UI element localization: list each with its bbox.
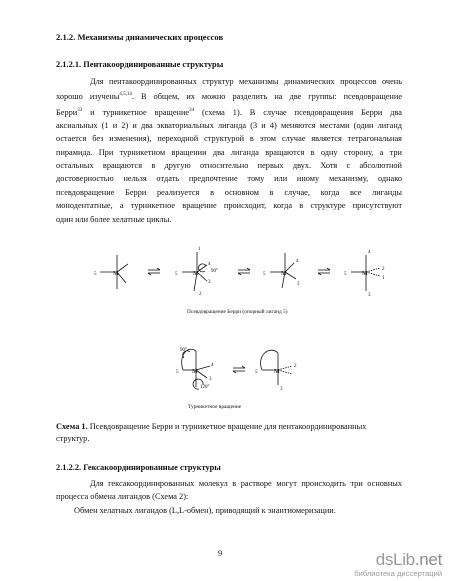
metal-label: M	[274, 368, 280, 375]
ligand-label: 1	[382, 276, 385, 281]
text-line: остается без изменения), переходной структурой в этом случае является тетрагональная	[56, 134, 402, 144]
ligand-label: 3	[209, 377, 212, 382]
ligand-label: 3	[368, 293, 371, 298]
text-line: процесса обмена лигандов (Схема 2):	[56, 492, 189, 502]
paragraph-hexacoordinated	[56, 477, 402, 504]
ligand-label: 5	[176, 370, 179, 375]
equilibrium-arrow	[318, 268, 330, 275]
text-line: Для гексакоординированных молекул в растворе могут происходить три основных	[90, 479, 402, 488]
watermark-logo	[354, 551, 442, 578]
text-line: один или более хелатные циклы.	[56, 214, 172, 224]
scheme-caption-text: структур.	[56, 434, 90, 443]
ligand-label: 3	[208, 280, 211, 285]
text-line: остальных вращаются в другую относительно первых двух. Хотя с абсолютной	[56, 160, 402, 170]
berry-caption: Псевдовращение Берри (опорный лиганд 5)	[187, 309, 288, 315]
text-line: аксиальных (1 и 2) и два экваториальных лиганда (3 и 4) меняются местами (один лиганд	[56, 120, 402, 130]
structure-bipyramid-2	[175, 247, 218, 297]
structure-turnstile-2	[255, 350, 297, 392]
text-line	[56, 88, 402, 103]
ligand-label: 4	[368, 250, 371, 255]
ligand-label: 2	[382, 267, 385, 272]
structure-bipyramid-1	[94, 255, 128, 289]
equilibrium-arrow	[233, 366, 245, 373]
scheme-label: Схема 1.	[56, 422, 88, 431]
scheme-caption	[56, 421, 402, 445]
ligand-label: 4	[296, 259, 299, 264]
metal-label: M	[192, 368, 198, 375]
scheme-figure	[0, 225, 450, 425]
text-line: пирамида. При турникетном вращении два лиганда вращаются в одну сторону, а три	[56, 147, 402, 157]
watermark-brand	[354, 551, 442, 569]
angle-label: 90°	[211, 269, 218, 274]
metal-label: M	[281, 270, 287, 277]
ligand-label: 5	[94, 272, 97, 277]
metal-label: M	[113, 270, 119, 277]
subsection-heading-pentacoordinated: 2.1.2.1. Пентакоординированные структуры	[56, 60, 224, 69]
citation-superscript: 4,5,14	[119, 92, 132, 98]
structure-bipyramid-4	[344, 250, 385, 298]
watermark-tagline: библиотека диссертаций	[354, 569, 442, 578]
text-fragment: и турникетное вращение	[82, 107, 190, 117]
page-number: 9	[218, 549, 223, 558]
text-fragment: . В общем, их можно разделить на две группы: псевдовращение	[131, 92, 402, 102]
paragraph-pentacoordinated	[56, 75, 402, 226]
angle-label: 90°	[180, 348, 187, 353]
paragraph-ligand-exchange: Обмен хелатных лигандов (L,L-обмен), приводящий к энантиомеризации.	[74, 506, 336, 515]
text-line	[56, 104, 402, 119]
metal-label: M	[193, 270, 199, 277]
ligand-label: 2	[294, 364, 297, 369]
watermark-brand-domain: .net	[414, 550, 442, 569]
angle-label: 120°	[200, 385, 210, 390]
structure-turnstile-1	[176, 348, 214, 390]
ligand-label: 5	[263, 272, 266, 277]
text-fragment: Берри	[56, 107, 78, 117]
ligand-label: 5	[344, 272, 347, 277]
ligand-label: 3	[280, 387, 283, 392]
text-fragment: хорошо изучены	[56, 92, 120, 102]
ligand-label: 4	[208, 262, 211, 267]
ligand-label: 2	[199, 292, 202, 297]
ligand-label: 5	[255, 370, 258, 375]
metal-label: M	[362, 270, 368, 277]
ligand-label: 5	[175, 272, 178, 277]
equilibrium-arrow	[238, 268, 250, 275]
section-heading: 2.1.2. Механизмы динамических процессов	[56, 32, 224, 42]
scheme-caption-text: Псевдовращение Берри и турникетное вращение для пентакоординированных	[87, 422, 367, 431]
ligand-label: 4	[211, 363, 214, 368]
ligand-label: 1	[198, 247, 201, 252]
text-line: достоверностью нельзя отдать предпочтение тому или иному механизму, однако	[56, 174, 402, 184]
citation-superscript: 34	[189, 107, 195, 113]
watermark-brand-name: dsLib	[375, 550, 415, 569]
text-line: псевдовращение Берри реализуется в основном в случае, когда все лиганды	[56, 187, 402, 197]
text-fragment: (схема 1). В случае псевдовращения Берри два	[194, 107, 402, 117]
citation-superscript: 33	[77, 107, 83, 113]
text-line: Для пентакоординированных структур механизмы динамических процессов очень	[90, 77, 402, 86]
text-line: монодентатные, а турникетное вращение происходит, когда в структуре присутствуют	[56, 201, 402, 211]
structure-bipyramid-3	[263, 253, 300, 288]
ligand-label: 3	[297, 282, 300, 287]
turnstile-caption: Турникетное вращение	[188, 404, 242, 410]
subsection-heading-hexacoordinated: 2.1.2.2. Гексакоординированные структуры	[56, 463, 221, 472]
equilibrium-arrow	[148, 268, 160, 275]
